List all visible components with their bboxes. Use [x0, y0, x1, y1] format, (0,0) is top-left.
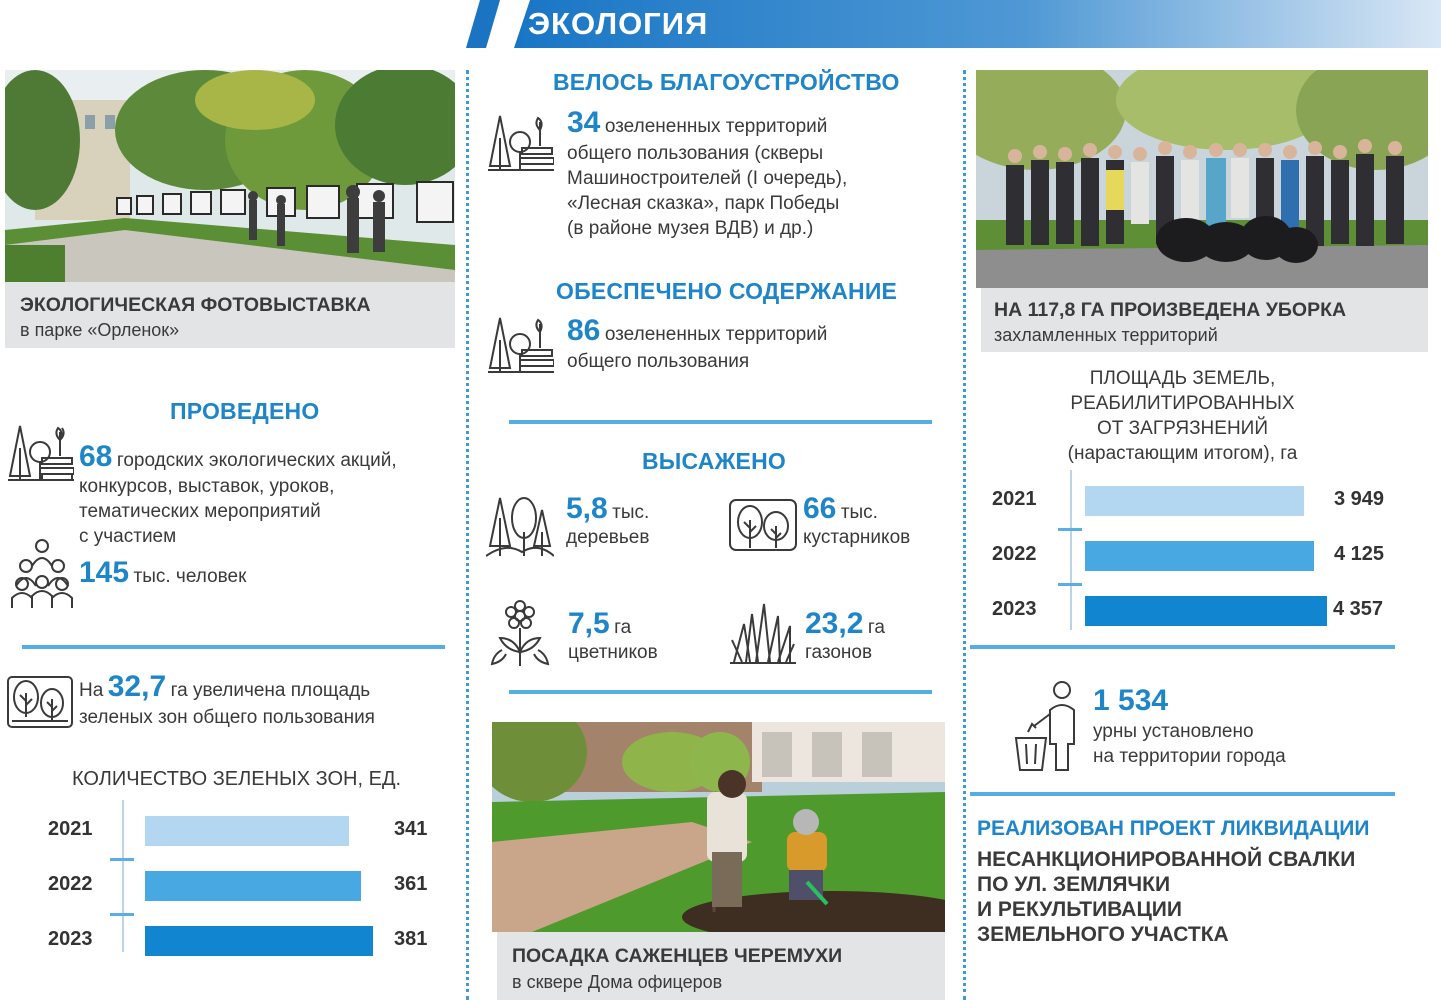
grass-icon	[730, 600, 796, 666]
green-area-text-2: зеленых зон общего пользования	[79, 707, 375, 728]
project-text-line-2: НЕСАНКЦИОНИРОВАННОЙ СВАЛКИ	[977, 848, 1356, 871]
rehab-divider-tick	[1058, 583, 1082, 586]
lawns-number: 23,2	[805, 607, 864, 640]
rehab-year-label: 2023	[992, 598, 1037, 620]
column-divider-right	[963, 70, 966, 1000]
project-text-line-5: ЗЕМЕЛЬНОГО УЧАСТКА	[977, 923, 1229, 946]
velos-line-1	[567, 106, 827, 140]
rehab-value-label: 3 949	[1334, 488, 1385, 510]
green-zones-bar	[145, 816, 349, 846]
lawns-unit: га	[867, 617, 885, 638]
green-area-line-1	[79, 670, 370, 704]
middle-separator-1	[509, 420, 932, 424]
velos-text-2: общего пользования (скверы	[567, 143, 824, 164]
green-zones-bar	[145, 871, 361, 901]
green-zones-year-label: 2023	[48, 928, 93, 950]
actions-text-3: тематических мероприятий	[79, 501, 321, 522]
rehab-bar	[1085, 596, 1327, 626]
people-text: тыс. человек	[133, 566, 247, 587]
green-area-text-1: га увеличена площадь	[170, 680, 371, 701]
header-banner	[0, 0, 1441, 52]
flower-icon	[488, 600, 552, 668]
trees-number: 5,8	[566, 492, 608, 525]
shrubs-label: кустарников	[803, 527, 911, 548]
actions-text-1: городских экологических акций,	[116, 450, 397, 471]
right-separator-1	[970, 645, 1395, 649]
cleanup-caption	[981, 288, 1428, 352]
velos-text-5: (в районе музея ВДВ) и др.)	[567, 218, 814, 239]
cleanup-title: НА 117,8 ГА ПРОИЗВЕДЕНА УБОРКА	[994, 299, 1347, 321]
shrubs-number: 66	[803, 492, 837, 525]
trash-bin-person-icon	[1010, 680, 1084, 774]
project-text-line-4: И РЕКУЛЬТИВАЦИИ	[977, 898, 1182, 921]
trees-frame-icon	[6, 673, 74, 731]
maintenance-heading: ОБЕСПЕЧЕНО СОДЕРЖАНИЕ	[556, 278, 898, 304]
green-zones-divider-tick	[110, 913, 134, 916]
velos-number: 34	[567, 106, 601, 139]
flowers-unit: га	[614, 617, 632, 638]
actions-line-1	[79, 440, 397, 474]
lawns-line	[805, 607, 885, 641]
cherry-planting-caption	[497, 932, 945, 1000]
green-zones-value-label: 361	[394, 873, 428, 895]
shrubs-unit: тыс.	[840, 502, 878, 523]
rehab-chart-title-line-2: РЕАБИЛИТИРОВАННЫХ	[1070, 393, 1295, 414]
rehab-value-label: 4 125	[1334, 543, 1385, 565]
tree-icon	[486, 492, 554, 560]
park-bench-icon-2	[486, 108, 554, 174]
photo-exhibition-caption	[5, 282, 455, 348]
maintenance-number: 86	[567, 314, 601, 347]
photo-exhibition	[5, 70, 455, 282]
green-zones-year-label: 2021	[48, 818, 93, 840]
green-zones-chart-title: КОЛИЧЕСТВО ЗЕЛЕНЫХ ЗОН, ЕД.	[72, 768, 402, 790]
rehab-year-label: 2021	[992, 488, 1037, 510]
green-zones-year-label: 2022	[48, 873, 93, 895]
planted-heading: ВЫСАЖЕНО	[642, 448, 787, 474]
velos-text-3: Машиностроителей (I очередь),	[567, 168, 848, 189]
project-title-line-1: РЕАЛИЗОВАН ПРОЕКТ ЛИКВИДАЦИИ	[977, 817, 1370, 840]
velos-text-1: озелененных территорий	[604, 116, 828, 137]
velos-text-4: «Лесная сказка», парк Победы	[567, 193, 840, 214]
flowers-label: цветников	[568, 642, 658, 663]
flowers-line	[568, 607, 631, 641]
park-bench-icon	[6, 418, 74, 484]
bins-number: 1 534	[1093, 684, 1169, 717]
green-zones-bar	[145, 926, 373, 956]
left-separator-1	[22, 645, 445, 649]
cherry-planting-title: ПОСАДКА САЖЕНЦЕВ ЧЕРЕМУХИ	[512, 945, 843, 967]
column-divider-left	[466, 70, 469, 1000]
rehab-chart-title-line-4: (нарастающим итогом), га	[1067, 443, 1298, 464]
people-number: 145	[79, 556, 130, 589]
trees-line	[566, 492, 649, 526]
project-text-line-3: ПО УЛ. ЗЕМЛЯЧКИ	[977, 873, 1171, 896]
rehab-divider-tick	[1058, 528, 1082, 531]
rehab-bar	[1085, 486, 1304, 516]
green-area-prefix: На	[79, 680, 104, 701]
velos-heading: ВЕЛОСЬ БЛАГОУСТРОЙСТВО	[553, 69, 900, 95]
lawns-label: газонов	[805, 642, 873, 663]
maintenance-text-2: общего пользования	[567, 351, 750, 372]
middle-separator-2	[509, 690, 932, 694]
volunteers-photo	[976, 70, 1428, 288]
trees-label: деревьев	[566, 527, 650, 548]
conducted-heading: ПРОВЕДЕНО	[170, 398, 320, 424]
green-zones-value-label: 341	[394, 818, 428, 840]
cherry-planting-subtitle: в сквере Дома офицеров	[512, 972, 723, 992]
people-line	[79, 556, 246, 590]
photo-exhibition-subtitle: в парке «Орленок»	[20, 320, 180, 340]
green-zones-axis	[122, 800, 124, 952]
maintenance-text-1: озелененных территорий	[604, 324, 828, 345]
green-area-number: 32,7	[107, 670, 167, 703]
actions-text-4: с участием	[79, 526, 177, 547]
rehab-axis	[1070, 470, 1072, 630]
rehab-chart-title-line-1: ПЛОЩАДЬ ЗЕМЕЛЬ,	[1089, 368, 1276, 389]
people-group-icon	[10, 538, 74, 610]
right-separator-2	[970, 792, 1395, 796]
photo-exhibition-title: ЭКОЛОГИЧЕСКАЯ ФОТОВЫСТАВКА	[20, 294, 371, 316]
park-photo	[5, 70, 455, 282]
actions-text-2: конкурсов, выставок, уроков,	[79, 476, 335, 497]
trees-unit: тыс.	[612, 502, 650, 523]
cherry-planting-photo	[492, 722, 945, 932]
cleanup-photo	[976, 70, 1428, 288]
green-zones-chart	[0, 800, 460, 960]
maintenance-line-1	[567, 314, 827, 348]
rehab-bar	[1085, 541, 1314, 571]
rehab-chart	[975, 470, 1415, 635]
header-banner-shape	[0, 0, 1441, 52]
bins-text-2: на территории города	[1093, 746, 1286, 767]
actions-number: 68	[79, 440, 113, 473]
cleanup-subtitle: захламленных территорий	[994, 325, 1218, 345]
green-zones-divider-tick	[110, 858, 134, 861]
rehab-value-label: 4 357	[1333, 598, 1384, 620]
page-title: ЭКОЛОГИЯ	[528, 6, 709, 41]
bins-text-1: урны установлено	[1093, 721, 1254, 742]
rehab-year-label: 2022	[992, 543, 1037, 565]
rehab-chart-title-line-3: ОТ ЗАГРЯЗНЕНИЙ	[1097, 418, 1268, 439]
shrubs-icon	[728, 496, 800, 556]
green-zones-value-label: 381	[394, 928, 428, 950]
planting-photo	[492, 722, 945, 932]
shrubs-line	[803, 492, 878, 526]
rehab-chart-title	[1040, 366, 1325, 466]
flowers-number: 7,5	[568, 607, 610, 640]
park-bench-icon-3	[486, 310, 554, 376]
